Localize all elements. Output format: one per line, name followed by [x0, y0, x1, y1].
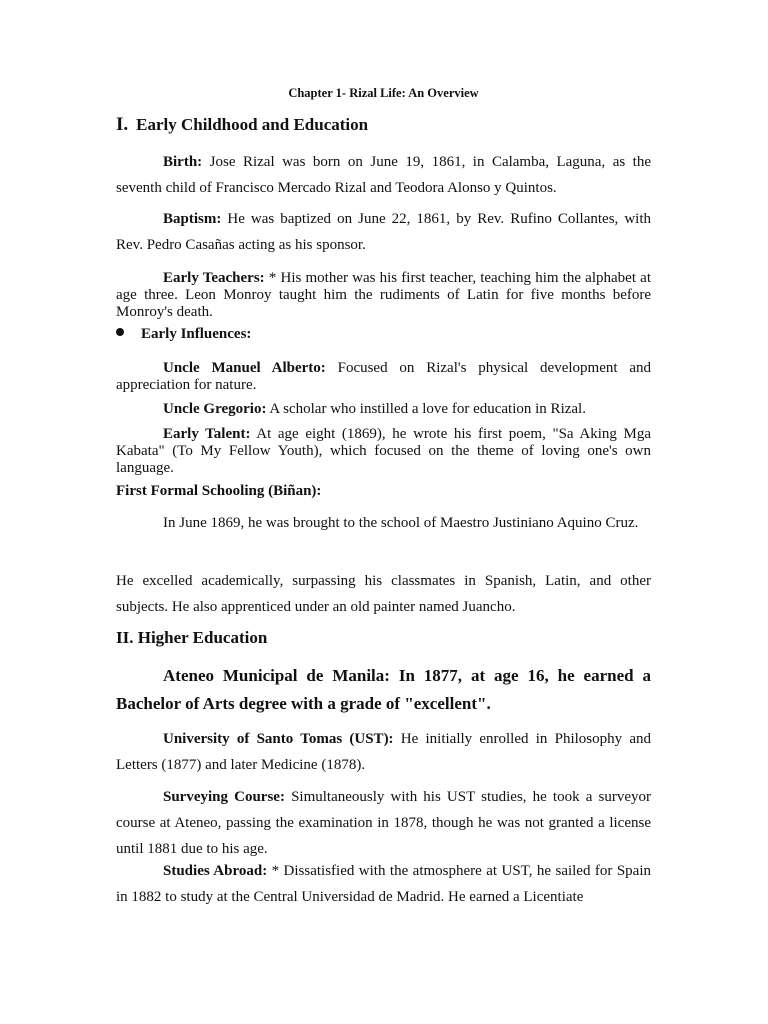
paragraph-early-teachers — [116, 270, 651, 321]
label-uncle-gregorio: Uncle Gregorio: — [163, 401, 267, 417]
subheading-first-formal-schooling: First Formal Schooling (Biñan): — [116, 483, 322, 499]
bullet-dot-icon — [116, 328, 124, 336]
label-early-influences: Early Influences: — [141, 326, 252, 342]
label-early-teachers: Early Teachers: — [163, 270, 265, 286]
paragraph-early-talent — [116, 426, 651, 477]
label-studies-abroad: Studies Abroad: — [163, 863, 268, 879]
section-heading-early-childhood — [116, 114, 651, 136]
text-uncle-manuel: Focused on Rizal's physical development and appreciation for nature. — [116, 360, 651, 393]
paragraph-studies-abroad — [116, 858, 651, 910]
page-title: Chapter 1- Rizal Life: An Overview — [288, 86, 479, 100]
text-uncle-gregorio: A scholar who instilled a love for education in Rizal. — [266, 401, 586, 417]
text-baptism: He was baptized on June 22, 1861, by Rev. Rufino Collantes, with Rev. Pedro Casañas acting as his sponsor. — [116, 211, 651, 253]
text-birth: Jose Rizal was born on June 19, 1861, in Calamba, Laguna, as the seventh child of Francisco Mercado Rizal and Teodora Alonso y Quintos. — [116, 154, 651, 196]
label-baptism: Baptism: — [163, 211, 222, 227]
text-early-teachers: * His mother was his first teacher, teaching him the alphabet at age three. Leon Monroy taught him the rudiments of Latin for five months before Monroy's death. — [116, 270, 651, 320]
label-uncle-manuel: Uncle Manuel Alberto: — [163, 360, 326, 376]
label-ust: University of Santo Tomas (UST): — [163, 731, 394, 747]
paragraph-birth — [116, 149, 651, 201]
label-birth: Birth: — [163, 154, 203, 170]
section-title: Early Childhood and Education — [136, 115, 369, 134]
paragraph-ust — [116, 726, 651, 778]
paragraph-uncle-manuel — [116, 360, 651, 394]
paragraph-schooling-2: He excelled academically, surpassing his classmates in Spanish, Latin, and other subjects. He also apprenticed under an old painter named Juancho. — [116, 573, 651, 615]
label-early-talent: Early Talent: — [163, 426, 251, 442]
section-heading-higher-education: II. Higher Education — [116, 628, 268, 647]
paragraph-baptism — [116, 206, 651, 258]
bullet-early-influences — [116, 326, 651, 343]
paragraph-uncle-gregorio — [116, 401, 651, 418]
label-surveying-course: Surveying Course: — [163, 789, 285, 805]
paragraph-ateneo: Ateneo Municipal de Manila: In 1877, at age 16, he earned a Bachelor of Arts degree with a grade of "excellent". — [116, 666, 651, 713]
paragraph-schooling-1: In June 1869, he was brought to the school of Maestro Justiniano Aquino Cruz. — [163, 515, 639, 531]
section-number: I. — [116, 114, 129, 135]
text-surveying-course: Simultaneously with his UST studies, he took a surveyor course at Ateneo, passing the examination in 1878, though he was not granted a license until 1881 due to his age. — [116, 789, 651, 857]
text-ust: He initially enrolled in Philosophy and Letters (1877) and later Medicine (1878). — [116, 731, 652, 773]
paragraph-surveying-course — [116, 784, 651, 862]
text-studies-abroad: * Dissatisfied with the atmosphere at UST, he sailed for Spain in 1882 to study at the Central Universidad de Madrid. He earned a Licentiate — [116, 863, 651, 905]
text-early-talent: At age eight (1869), he wrote his first poem, "Sa Aking Mga Kabata" (To My Fellow Youth), which focused on the theme of loving one's own language. — [116, 426, 651, 476]
